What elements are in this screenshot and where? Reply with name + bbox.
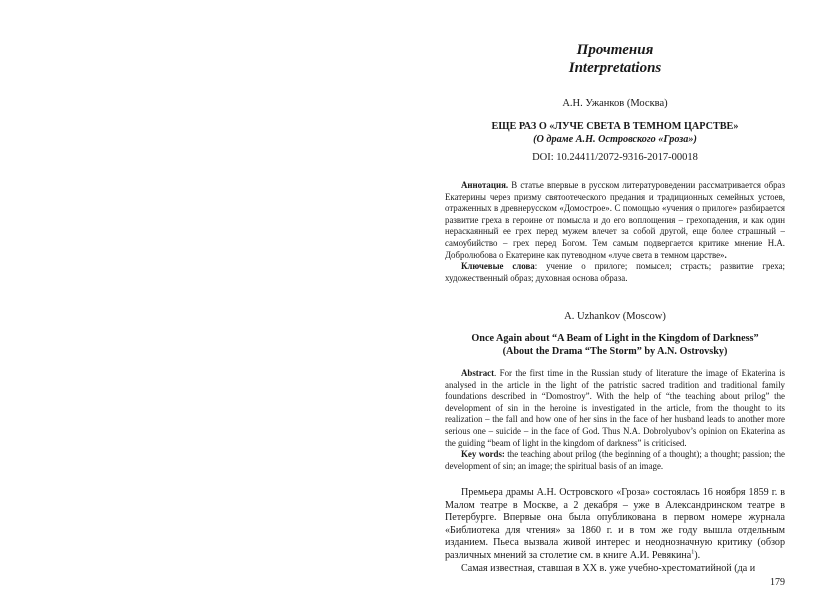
page-number: 179 <box>770 577 785 588</box>
keywords-en-label: Key words: <box>461 449 505 460</box>
title-ru-main: ЕЩЕ РАЗ О «ЛУЧЕ СВЕТА В ТЕМНОМ ЦАРСТВЕ» <box>491 121 739 132</box>
section-title-en: Interpretations <box>568 60 662 76</box>
section-heading <box>445 41 785 77</box>
keywords-ru-label: Ключевые слова <box>461 261 535 272</box>
section-title-ru: Прочтения <box>576 42 654 58</box>
footnote-ref-1[interactable]: 1 <box>691 549 695 556</box>
abstract-ru-paragraph <box>445 180 785 261</box>
author-ru: А.Н. Ужанков (Москва) <box>562 98 668 109</box>
body-p1-end: ). <box>694 549 701 561</box>
keywords-ru-paragraph <box>445 261 785 284</box>
abstract-ru <box>445 180 785 284</box>
title-ru-subtitle: (О драме А.Н. Островского «Гроза») <box>533 133 697 145</box>
abstract-en-label: Abstract <box>461 368 495 378</box>
keywords-en-text: the teaching about prilog (the beginning of a thought); a thought; passion; the development of sin; an image; the spiritual basis of an image. <box>445 449 785 471</box>
title-en-main: Once Again about “A Beam of Light in the Kingdom of Darkness” <box>471 333 759 344</box>
body-p1-text: Премьера драмы А.Н. Островского «Гроза» состоялась 16 ноября 1859 г. в Малом театре в Москве, а 2 декабря – уже в Александринском театре в Петербурге. Впервые она была опубликована в первом номере журнала «Библиотека для чтения» за 1860 г. и в том же году вышла отдельным изданием. Пьеса вызвала живой интерес и неоднозначную критику (обзор различных мнений за столетие см. в книге А.И. Ревякина <box>445 487 785 561</box>
keywords-ru-text: : учение о прилоге; помысел; страсть; развитие греха; художественный образ; духовная основа образа. <box>445 261 785 283</box>
body-p2-text: Самая известная, ставшая в XX в. уже учебно-хрестоматийной (да и <box>461 562 756 574</box>
body-paragraph-1 <box>445 487 785 563</box>
body-paragraph-2 <box>445 563 785 576</box>
doi: DOI: 10.24411/2072-9316-2017-00018 <box>532 152 698 163</box>
abstract-ru-label: Аннотация. <box>461 180 509 190</box>
author-en: A. Uzhankov (Moscow) <box>564 311 666 322</box>
article-title-en <box>445 333 785 358</box>
abstract-ru-end: . <box>724 249 727 260</box>
abstract-en <box>445 368 785 472</box>
keywords-en-paragraph <box>445 449 785 472</box>
article-body <box>445 487 785 575</box>
title-en-subtitle: (About the Drama “The Storm” by A.N. Ostrovsky) <box>502 345 728 357</box>
abstract-en-text: . For the first time in the Russian study of literature the image of Ekaterina is analysed in the article in the light of the patristic sacred tradition and traditional family foundations described in “Domostroy”. With the help of “the teaching about prilog” the development of sin in the heroine is investigated in the article, from the thought to its realization – the fall and how one of her sins in the face of her husband leads to another more serious one – suicide – in the face of God. Thus N.A. Dobrolyubov’s opinion on Ekaterina as the guiding “beam of light in the kingdom of darkness” is criticised. <box>445 368 785 448</box>
abstract-ru-text: В статье впервые в русском литературоведении рассматривается образ Екатерины через призму святоотеческого предания и традиционных семейных устоев, отраженных в древнерусском «Домострое». С помощью «учения о прилоге» разбирается развитие греха в героине от помысла и до его воплощения – грехопадения, и как один нераскаянный ее грех перед мужем влечет за собой другой, еще более страшный – самоубийство – грех перед Богом. Тем самым подвергается критике мнение Н.А. Добролюбова о Екатерине как путеводном «луче света в темном царстве» <box>445 180 785 260</box>
abstract-en-paragraph <box>445 368 785 449</box>
article-title-ru <box>445 121 785 146</box>
